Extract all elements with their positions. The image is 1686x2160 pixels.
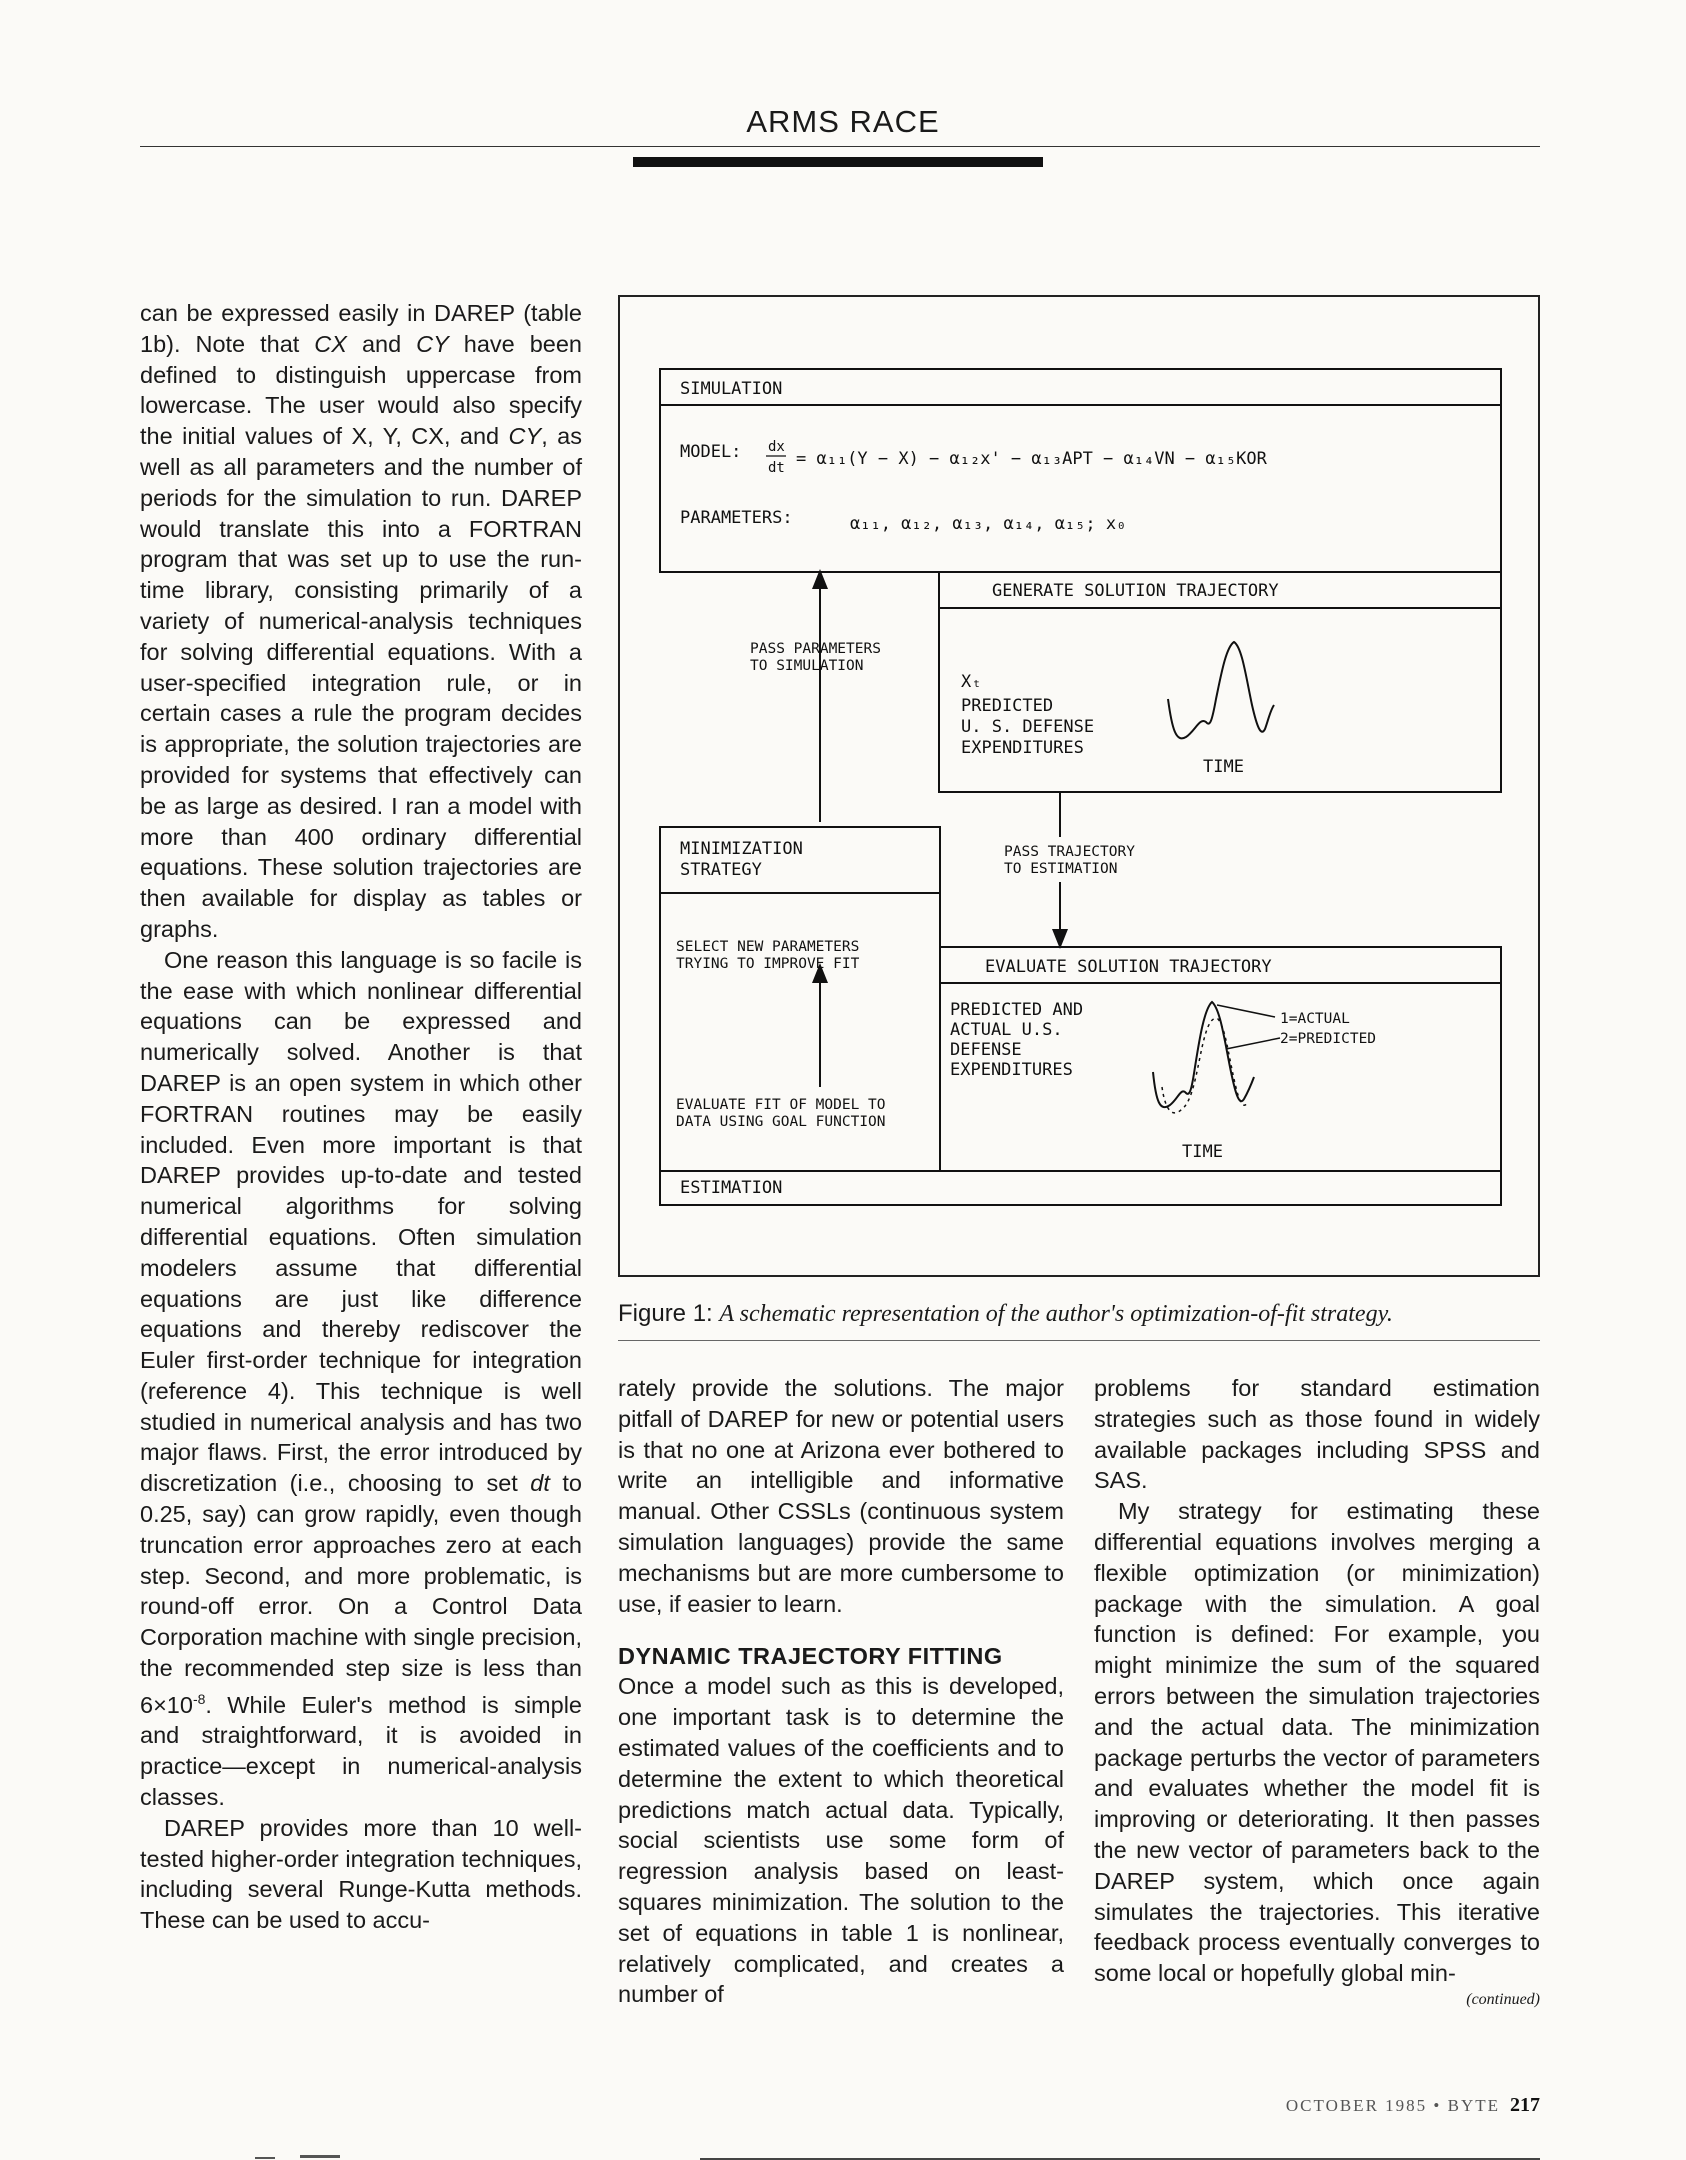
minimization-line-2: STRATEGY: [680, 860, 762, 880]
figure-caption: [618, 1300, 1540, 1328]
column-3: [1094, 1373, 1540, 2011]
legend-predicted: 2=PREDICTED: [1280, 1031, 1377, 1047]
figure-diagram: [620, 297, 1538, 1275]
bottom-mark-1: [255, 2157, 275, 2159]
column-2: [618, 1373, 1064, 2010]
pass-trajectory-line-1: PASS TRAJECTORY: [1004, 844, 1135, 860]
pa-line-3: DEFENSE: [950, 1040, 1022, 1060]
header-bar: [633, 157, 1043, 167]
predicted-line-1: PREDICTED: [961, 696, 1054, 716]
time-label-1: TIME: [1203, 757, 1244, 777]
legend-actual: 1=ACTUAL: [1280, 1011, 1350, 1027]
running-header: ARMS RACE: [746, 104, 940, 139]
continued-note: (continued): [1466, 1990, 1540, 2008]
pass-parameters-connector: [750, 579, 881, 822]
footer-issue: OCTOBER 1985 • BYTE: [1285, 2096, 1500, 2115]
pass-trajectory-connector: [1004, 792, 1135, 939]
evaluate-fit-line-1: EVALUATE FIT OF MODEL TO: [676, 1097, 886, 1113]
estimation-label: ESTIMATION: [680, 1178, 783, 1198]
col2-paragraph-2: Once a model such as this is developed, one important task is to determine the estimated values of the coefficients and to determine the extent to which theoretical predictions match actual data. Typically, social scientists use some form of regression analysis based on least-squares minimization. The solution to the set of equations in table 1 is nonlinear, relatively complicated, and creates a number of: [618, 1673, 1064, 2008]
predicted-line-3: EXPENDITURES: [961, 738, 1084, 758]
generate-box: [939, 572, 1501, 792]
col1-paragraph-2: One reason this language is so facile is the ease with which nonlinear differential equations can be expressed and numerically solved. Another is that DAREP is an open system in which other FORTRAN routines may be easily included. Even more important is that DAREP provides up-to-date and tested numerical algorithms for solving differential equations. Often simulation modelers assume that differential equations are just like difference equations and thereby rediscover the Euler first-order technique for integration (reference 4). This technique is well studied in numerical analysis and has two major flaws. First, the error introduced by discretization (i.e., choosing to set dt to 0.25, say) can grow rapidly, even though truncation error approaches zero at each step. Second, and more problematic, is round-off error. On a Control Data Corporation machine with single precision, the recommended step size is less than $6\times 10^{-8}$. While Euler's method is simple and straightforward, it is avoided in practice—except in numerical-analysis classes.: [140, 946, 582, 1811]
caption-text: A schematic representation of the author's optimization-of-fit strategy.: [719, 1301, 1393, 1327]
pa-line-4: EXPENDITURES: [950, 1060, 1073, 1080]
legend-leader-2: [1226, 1038, 1280, 1049]
parameters-label: PARAMETERS:: [680, 508, 793, 528]
simulation-label: SIMULATION: [680, 379, 783, 399]
simulation-box: [660, 369, 1501, 572]
legend-leader-1: [1217, 1005, 1275, 1017]
pass-trajectory-line-2: TO ESTIMATION: [1004, 861, 1118, 877]
dx-label: dx: [768, 439, 785, 455]
section-heading: DYNAMIC TRAJECTORY FITTING: [618, 1643, 1003, 1670]
col3-paragraph-1: problems for standard estimation strategies such as those found in widely available packages including SPSS and SAS.: [1094, 1375, 1540, 1494]
evaluate-box: [940, 947, 1501, 1171]
select-line-1: SELECT NEW PARAMETERS: [676, 939, 860, 955]
evaluate-label: EVALUATE SOLUTION TRAJECTORY: [985, 957, 1272, 977]
figure-1: [618, 295, 1540, 1277]
predicted-trajectory-curve: [1168, 642, 1274, 738]
select-line-2: TRYING TO IMPROVE FIT: [676, 956, 860, 972]
model-label: MODEL:: [680, 442, 742, 462]
dt-label: dt: [768, 460, 785, 476]
evaluate-fit-line-2: DATA USING GOAL FUNCTION: [676, 1114, 886, 1130]
xt-label: Xₜ: [961, 672, 982, 692]
column-1: [140, 298, 582, 1936]
col1-paragraph-3: DAREP provides more than 10 well-tested higher-order integration techniques, including several Runge-Kutta methods. These can be used to accu-: [140, 1814, 582, 1934]
time-label-2: TIME: [1182, 1142, 1223, 1162]
minimization-line-1: MINIMIZATION: [680, 839, 803, 859]
caption-label: Figure 1:: [618, 1300, 713, 1327]
page-footer: [1250, 2094, 1540, 2117]
predicted-line-2: U. S. DEFENSE: [961, 717, 1095, 737]
pa-line-2: ACTUAL U.S.: [950, 1020, 1063, 1040]
generate-label: GENERATE SOLUTION TRAJECTORY: [992, 581, 1279, 601]
col2-paragraph-1: rately provide the solutions. The major pitfall of DAREP for new or potential users is that no one at Arizona ever bothered to write an intelligible and informative manual. Other CSSLs (continuous system simulation languages) provide the same mechanisms but are more cumbersome to use, if easier to learn.: [618, 1375, 1064, 1617]
caption-rule: [618, 1340, 1540, 1341]
actual-trajectory-curve: [1153, 1002, 1254, 1107]
estimation-box: [660, 893, 1501, 1205]
pa-line-1: PREDICTED AND: [950, 1000, 1084, 1020]
page-number: 217: [1510, 2094, 1540, 2116]
minimization-box: [660, 827, 940, 893]
col1-paragraph-1: can be expressed easily in DAREP (table 1b). Note that CX and CY have been defined to distinguish uppercase from lowercase. The user would also specify the initial values of X, Y, CX, and CY, as well as all parameters and the number of periods for the simulation to run. DAREP would translate this into a FORTRAN program that was set up to use the run-time library, consisting primarily of a variety of numerical-analysis techniques for solving differential equations. With a user-specified integration rule, or in certain cases a rule the program decides is appropriate, the solution trajectories are provided for systems that effectively can be as large as desired. I ran a model with more than 400 ordinary differential equations. These solution trajectories are then available for display as tables or graphs.: [140, 300, 583, 942]
header-rule: [140, 146, 1540, 147]
pass-parameters-line-1: PASS PARAMETERS: [750, 641, 881, 657]
parameters-values: α₁₁, α₁₂, α₁₃, α₁₄, α₁₅; x₀: [850, 514, 1127, 534]
pass-parameters-line-2: TO SIMULATION: [750, 658, 864, 674]
bottom-mark-2: [300, 2155, 340, 2158]
model-equation: = α₁₁(Y − X) − α₁₂x' − α₁₃APT − α₁₄VN − α₁₅KOR: [796, 449, 1267, 469]
col3-paragraph-2: My strategy for estimating these differential equations involves merging a flexible optimization (or minimization) package with the simulation. A goal function is defined: For example, you might minimize the sum of the squared errors between the simulation trajectories and the actual data. The minimization package perturbs the vector of parameters and evaluates whether the model fit is improving or deteriorating. It then passes the new vector of parameters back to the DAREP system, which once again simulates the trajectories. This iterative feedback process eventually converges to some local or hopefully global min-: [1094, 1498, 1540, 1987]
